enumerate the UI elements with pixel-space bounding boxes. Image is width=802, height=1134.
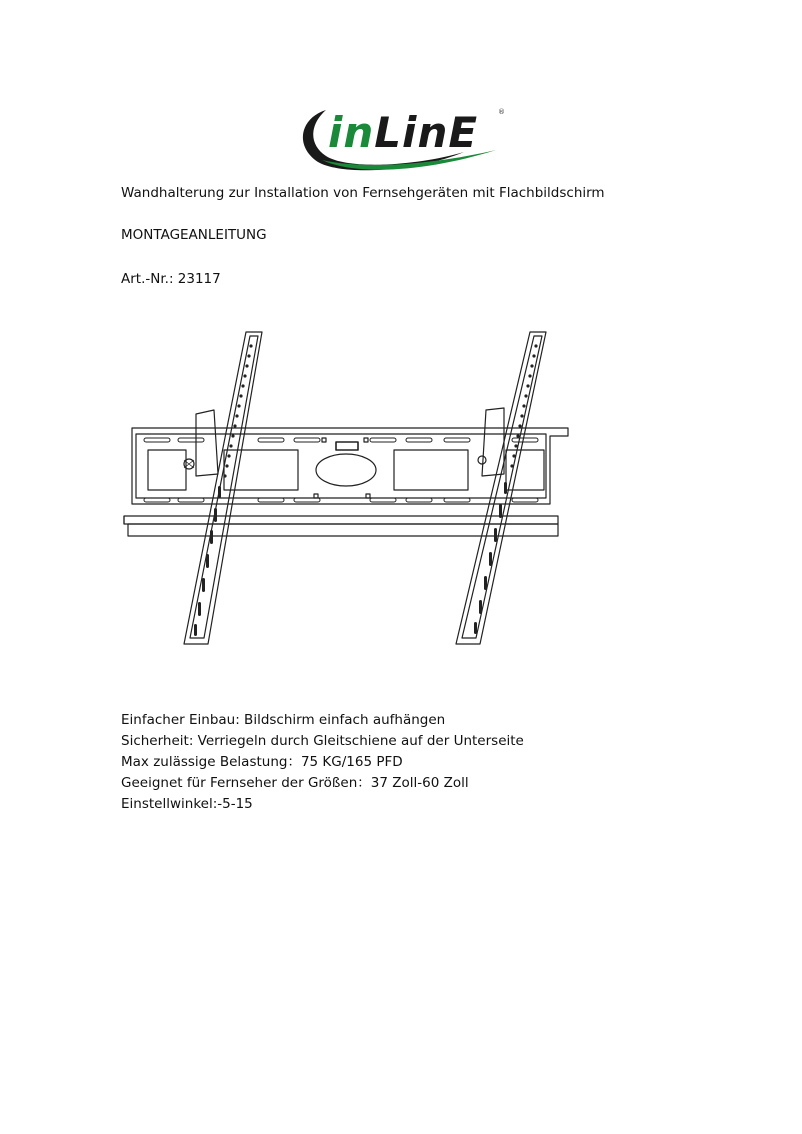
article-number: Art.-Nr.: 23117 — [121, 271, 221, 287]
registered-mark: ® — [498, 108, 505, 116]
document-subtitle: Wandhalterung zur Installation von Fernsehgeräten mit Flachbildschirm — [121, 185, 605, 201]
feature-screen-size: Geeignet für Fernseher der Größen：37 Zoll-60 Zoll — [121, 775, 469, 791]
logo-wordmark — [328, 110, 478, 156]
feature-max-load: Max zulässige Belastung：75 KG/165 PFD — [121, 754, 403, 770]
inline-logo — [296, 100, 510, 178]
feature-safety: Sicherheit: Verriegeln durch Gleitschiene auf der Unterseite — [121, 733, 524, 749]
left-mounting-arm — [184, 332, 262, 644]
wall-mount-bracket-illustration — [118, 326, 574, 650]
logo-brand-suffix: LinE — [374, 108, 479, 157]
logo-brand-prefix: in — [328, 108, 375, 157]
feature-list — [121, 710, 524, 815]
document-heading: MONTAGEANLEITUNG — [121, 227, 267, 243]
right-mounting-arm — [456, 332, 546, 644]
right-arm-holes — [474, 344, 538, 634]
feature-tilt-angle: Einstellwinkel:-5-15 — [121, 796, 253, 812]
feature-installation: Einfacher Einbau: Bildschirm einfach aufhängen — [121, 712, 446, 728]
